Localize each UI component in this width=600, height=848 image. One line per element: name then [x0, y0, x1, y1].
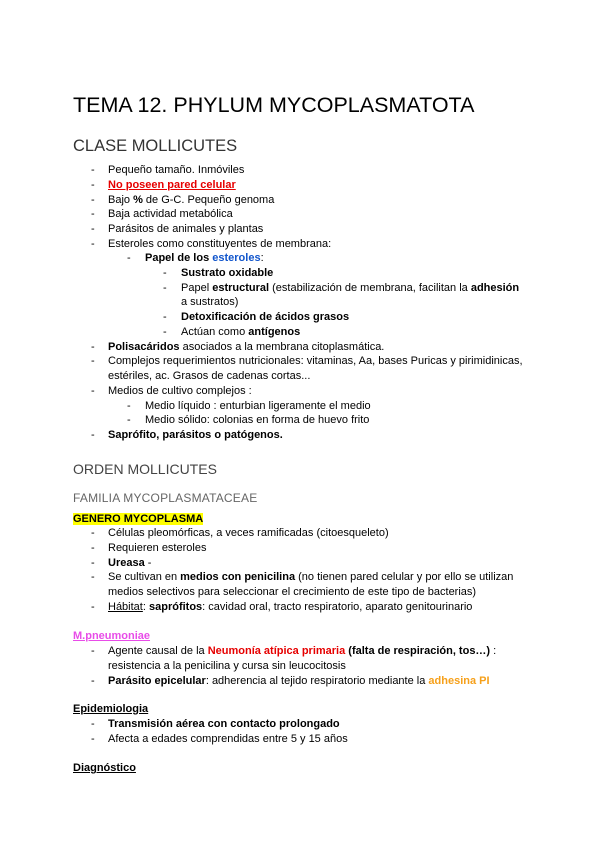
text-run: Actúan como — [181, 326, 249, 338]
bullet-dash: - — [91, 675, 95, 687]
clase-item — [181, 325, 300, 340]
highlight: GENERO MYCOPLASMA — [73, 513, 204, 525]
text-run: Neumonía atípica primaria — [207, 645, 346, 657]
bullet-dash: - — [91, 223, 95, 235]
clase-item: Medio sólido: colonias en forma de huevo frito — [145, 414, 370, 426]
clase-item: Sustrato oxidable — [181, 267, 274, 279]
text-run: (no tienen pared celular y por ello se utilizan — [295, 571, 514, 583]
clase-item: Medio líquido : enturbian ligeramente el medio — [145, 400, 371, 412]
clase-item: Medios de cultivo complejos : — [108, 385, 252, 397]
bullet-dash: - — [127, 252, 131, 264]
text-run: (falta de respiración, tos…) — [345, 645, 491, 657]
text-run: % — [133, 194, 143, 206]
bullet-dash: - — [91, 429, 95, 441]
text-run: adhesina PI — [428, 675, 490, 687]
text-run: Ureasa — [108, 557, 145, 569]
bullet-dash: - — [163, 326, 167, 338]
bullet-dash: - — [91, 208, 95, 220]
familia-heading: FAMILIA MYCOPLASMATACEAE — [73, 491, 258, 505]
bullet-dash: - — [91, 527, 95, 539]
bullet-dash: - — [91, 557, 95, 569]
mpneu-item — [108, 674, 490, 689]
text-run: saprófitos — [148, 601, 203, 613]
text-run: Papel de los — [145, 252, 213, 264]
clase-item-cont: estériles, ac. Grasos de cadenas cortas... — [108, 370, 311, 382]
bullet-dash: - — [91, 164, 95, 176]
text-run: Polisacáridos — [108, 341, 180, 353]
diagnostico-heading: Diagnóstico — [73, 762, 136, 774]
page-title: TEMA 12. PHYLUM MYCOPLASMATOTA — [73, 93, 475, 117]
bullet-dash: - — [91, 571, 95, 583]
text-run: (estabilización de membrana, facilitan la — [269, 282, 471, 294]
text-run: Parásito epicelular — [108, 675, 206, 687]
text-run: : cavidad oral, tracto respiratorio, aparato genitourinario — [202, 601, 473, 613]
clase-item — [145, 251, 264, 266]
clase-heading: CLASE MOLLICUTES — [73, 137, 238, 155]
text-run: Se cultivan en — [108, 571, 181, 583]
bullet-dash: - — [91, 542, 95, 554]
text-run: de G-C. Pequeño genoma — [142, 194, 275, 206]
text-run: : — [142, 601, 149, 613]
epidemiologia-heading: Epidemiologia — [73, 703, 149, 715]
genero-item — [108, 556, 151, 571]
genero-item — [108, 600, 472, 615]
text-run: - — [144, 557, 152, 569]
text-run: estructural — [212, 282, 270, 294]
text-run: : — [260, 252, 264, 264]
bullet-dash: - — [91, 341, 95, 353]
genero-item-cont: medios selectivos para seleccionar el crecimiento de este tipo de bacterias) — [108, 586, 477, 598]
bullet-dash: - — [91, 355, 95, 367]
text-run: adhesión — [470, 282, 520, 294]
text-run: : adherencia al tejido respiratorio mediante la — [205, 675, 429, 687]
clase-item: No poseen pared celular — [108, 179, 236, 191]
clase-item: Baja actividad metabólica — [108, 208, 233, 220]
clase-item: Saprófito, parásitos o patógenos. — [108, 429, 283, 441]
clase-item: Esteroles como constituyentes de membrana: — [108, 238, 332, 250]
bullet-dash: - — [91, 645, 95, 657]
bullet-dash: - — [127, 414, 131, 426]
bullet-dash: - — [91, 601, 95, 613]
epidem-item: Transmisión aérea con contacto prolongado — [108, 718, 340, 730]
text-run: : — [490, 645, 497, 657]
bullet-dash: - — [91, 733, 95, 745]
text-run: Papel — [181, 282, 213, 294]
clase-item: Complejos requerimientos nutricionales: vitaminas, Aa, bases Puricas y pirimidinicas, — [108, 355, 523, 367]
bullet-dash: - — [91, 385, 95, 397]
text-run: Bajo — [108, 194, 134, 206]
bullet-dash: - — [91, 194, 95, 206]
bullet-dash: - — [91, 179, 95, 191]
bullet-dash: - — [163, 267, 167, 279]
orden-heading: ORDEN MOLLICUTES — [73, 461, 217, 477]
epidem-item: Afecta a edades comprendidas entre 5 y 15 años — [108, 733, 348, 745]
text-run: asociados a la membrana citoplasmática. — [179, 341, 385, 353]
clase-item: Parásitos de animales y plantas — [108, 223, 264, 235]
genero-item: Requieren esteroles — [108, 542, 207, 554]
text-run: Hábitat — [108, 601, 143, 613]
bullet-dash: - — [163, 311, 167, 323]
text-run: Agente causal de la — [108, 645, 208, 657]
mpneu-item-cont: resistencia a la penicilina y cursa sin leucocitosis — [108, 660, 346, 672]
genero-item — [108, 570, 513, 585]
mpneumoniae-heading: M.pneumoniae — [73, 630, 151, 642]
text-run: medios con penicilina — [180, 571, 296, 583]
clase-item — [108, 193, 274, 208]
clase-item: Pequeño tamaño. Inmóviles — [108, 164, 245, 176]
clase-item — [181, 281, 519, 296]
clase-item — [108, 340, 384, 355]
mpneu-item — [108, 644, 496, 659]
genero-item: Células pleomórficas, a veces ramificadas (citoesqueleto) — [108, 527, 389, 539]
clase-item-cont: a sustratos) — [181, 296, 239, 308]
bullet-dash: - — [91, 718, 95, 730]
genero-heading — [73, 512, 203, 527]
clase-item: Detoxificación de ácidos grasos — [181, 311, 350, 323]
text-run: antígenos — [248, 326, 301, 338]
bullet-dash: - — [91, 238, 95, 250]
bullet-dash: - — [163, 282, 167, 294]
text-run: esteroles — [212, 252, 261, 264]
bullet-dash: - — [127, 400, 131, 412]
